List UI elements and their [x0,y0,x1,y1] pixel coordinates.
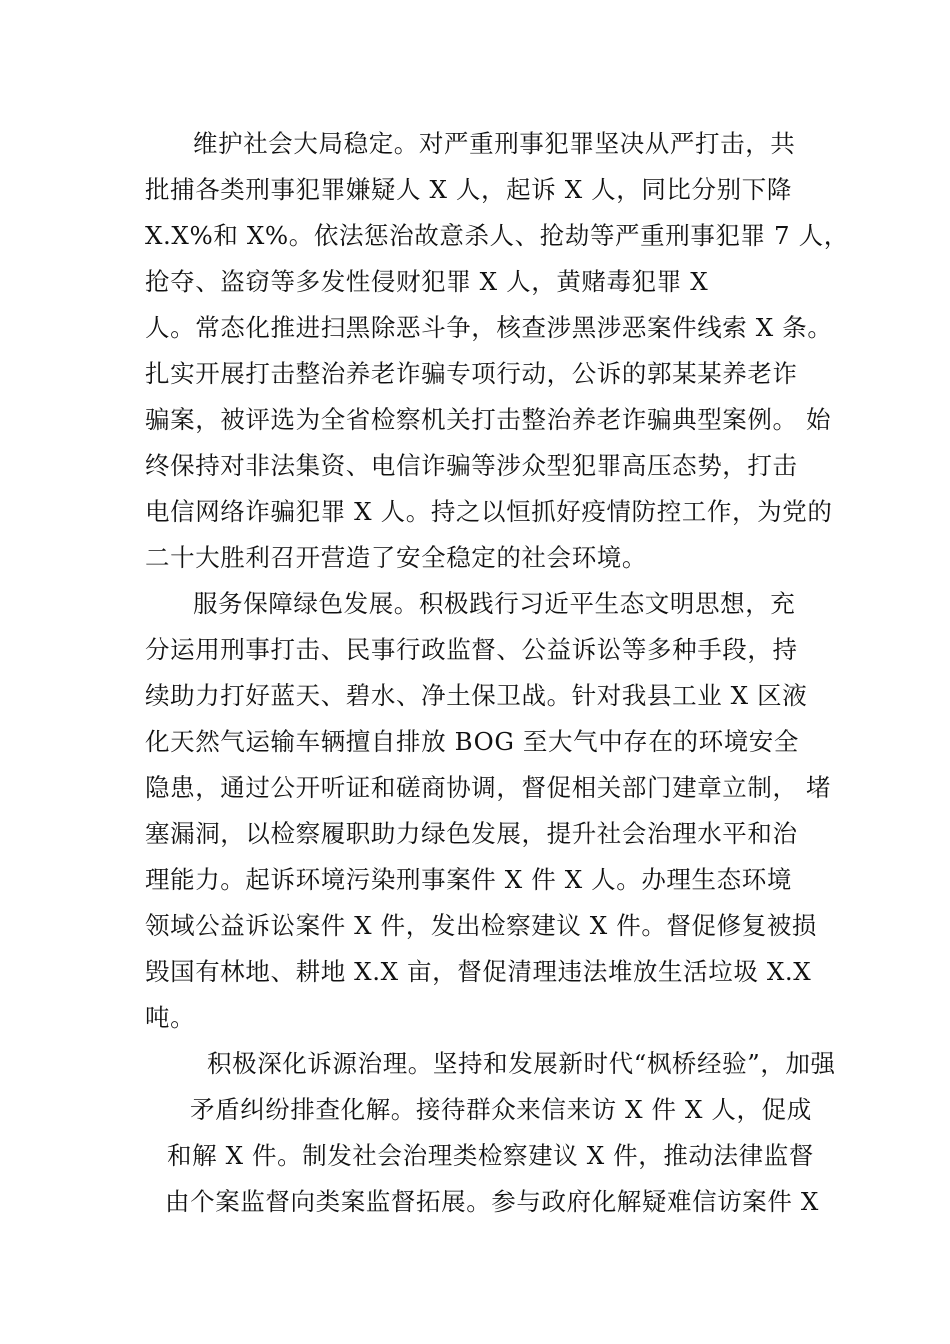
paragraph-2-line-2: 分运用刑事打击、民事行政监督、公益诉讼等多种手段，持 [145,635,798,664]
paragraph-3-line-3: 和解 X 件。制发社会治理类检察建议 X 件，推动法律监督 [167,1141,814,1170]
paragraph-3-line-4: 由个案监督向类案监督拓展。参与政府化解疑难信访案件 X [165,1187,819,1216]
paragraph-2-line-9: 毁国有林地、耕地 X.X 亩，督促清理违法堆放生活垃圾 X.X [145,957,812,986]
paragraph-1-line-5: 人。常态化推进扫黑除恶斗争，核查涉黑涉恶案件线索 X 条。 [145,313,833,342]
paragraph-2-line-8: 领域公益诉讼案件 X 件，发出检察建议 X 件。督促修复被损 [145,911,818,940]
paragraph-2-line-3: 续助力打好蓝天、碧水、净土保卫战。针对我县工业 X 区液 [145,681,808,710]
paragraph-1-line-3: X.X%和 X%。依法惩治故意杀人、抢劫等严重刑事犯罪 7 人， [145,221,849,250]
paragraph-2-line-6: 塞漏洞，以检察履职助力绿色发展，提升社会治理水平和治 [145,819,798,848]
paragraph-1-line-6: 扎实开展打击整治养老诈骗专项行动，公诉的郭某某养老诈 [145,359,798,388]
paragraph-2-line-5: 隐患，通过公开听证和磋商协调，督促相关部门建章立制， 堵 [145,773,832,802]
paragraph-1-line-10: 二十大胜利召开营造了安全稳定的社会环境。 [145,543,647,572]
paragraph-2-line-1: 服务保障绿色发展。积极践行习近平生态文明思想，充 [193,589,796,618]
paragraph-3-line-2: 矛盾纠纷排查化解。接待群众来信来访 X 件 X 人，促成 [190,1095,812,1124]
paragraph-2-line-7: 理能力。起诉环境污染刑事案件 X 件 X 人。办理生态环境 [145,865,792,894]
paragraph-1-line-7: 骗案，被评选为全省检察机关打击整治养老诈骗典型案例。 始 [145,405,832,434]
paragraph-3-line-1: 积极深化诉源治理。坚持和发展新时代“枫桥经验”，加强 [207,1049,836,1078]
paragraph-1-line-9: 电信网络诈骗犯罪 X 人。持之以恒抓好疫情防控工作，为党的 [145,497,833,526]
paragraph-1-line-8: 终保持对非法集资、电信诈骗等涉众型犯罪高压态势，打击 [145,451,798,480]
paragraph-1-line-1: 维护社会大局稳定。对严重刑事犯罪坚决从严打击，共 [193,129,796,158]
paragraph-1-line-4: 抢夺、盗窃等多发性侵财犯罪 X 人，黄赌毒犯罪 X [145,267,709,296]
paragraph-2-line-10: 吨。 [145,1003,196,1032]
paragraph-1-line-2: 批捕各类刑事犯罪嫌疑人 X 人，起诉 X 人，同比分别下降 [145,175,792,204]
paragraph-2-line-4: 化天然气运输车辆擅自排放 BOG 至大气中存在的环境安全 [145,727,799,756]
